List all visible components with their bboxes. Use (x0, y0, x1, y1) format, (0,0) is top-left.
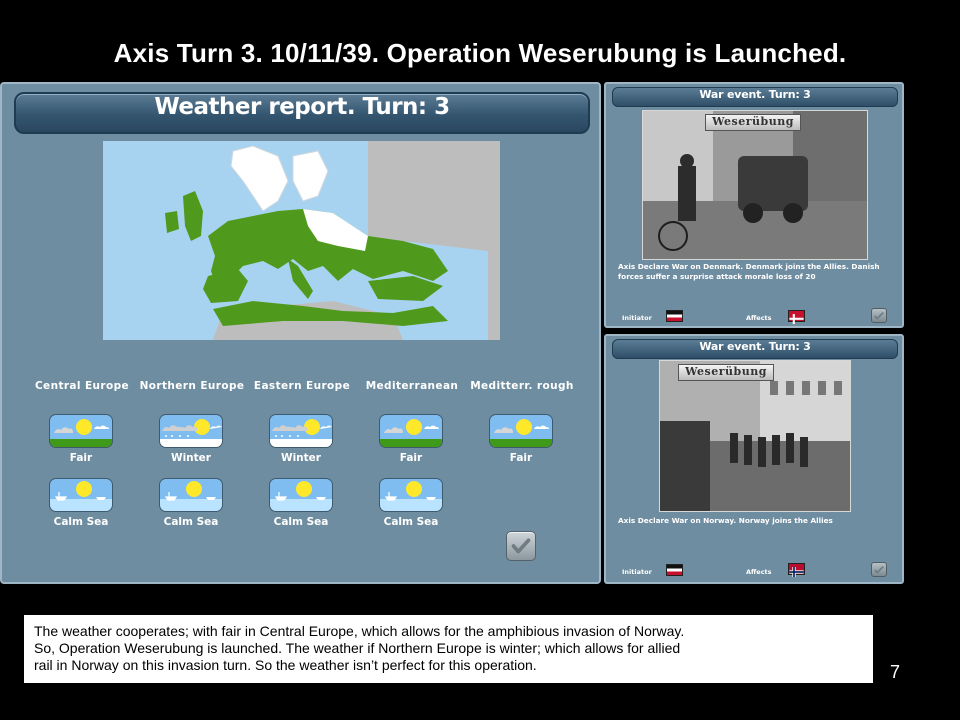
checkmark-icon (507, 532, 535, 560)
weather-label-northern-europe: Winter (171, 452, 211, 464)
caption-line: rail in Norway on this invasion turn. So the weather isn’t perfect for this operation. (34, 657, 537, 673)
weather-label-central-europe: Fair (69, 452, 93, 464)
fair-weather-icon (379, 414, 443, 448)
war-event-header: War event. Turn: 3 (612, 87, 898, 107)
europe-weather-map (103, 141, 500, 340)
affects-label: Affects (746, 568, 772, 576)
region-label-mediterranean: Mediterranean (365, 380, 459, 392)
caption-line: So, Operation Weserubung is launched. The weather if Northern Europe is winter; which allows for allied (34, 640, 681, 656)
initiator-label: Initiator (622, 314, 652, 322)
confirm-button[interactable] (871, 562, 887, 577)
photo-banner-weserubung: Weserübung (705, 114, 801, 131)
weather-label-mediterranean: Fair (399, 452, 423, 464)
fair-weather-icon (489, 414, 553, 448)
winter-weather-icon (159, 414, 223, 448)
region-label-eastern-europe: Eastern Europe (253, 380, 351, 392)
german-flag-icon (666, 564, 683, 576)
event-photo-denmark (642, 110, 868, 260)
sea-label-eastern-europe: Calm Sea (273, 516, 329, 528)
sea-label-mediterranean: Calm Sea (383, 516, 439, 528)
region-label-northern-europe: Northern Europe (139, 380, 245, 392)
event-photo-norway (659, 360, 851, 512)
winter-weather-icon (269, 414, 333, 448)
slide-number: 7 (890, 662, 901, 682)
weather-report-header: Weather report. Turn: 3 (14, 92, 590, 134)
weather-label-mediterranean-rough: Fair (509, 452, 533, 464)
photo-banner-weserubung: Weserübung (678, 364, 774, 381)
region-label-central-europe: Central Europe (34, 380, 130, 392)
calm-sea-icon (159, 478, 223, 512)
sea-label-northern-europe: Calm Sea (163, 516, 219, 528)
weather-report-panel (0, 82, 601, 584)
confirm-button[interactable] (506, 531, 536, 561)
caption-line: The weather cooperates; with fair in Central Europe, which allows for the amphibious invasion of Norway. (34, 623, 685, 639)
calm-sea-icon (49, 478, 113, 512)
checkmark-icon (872, 309, 886, 322)
slide-title: Axis Turn 3. 10/11/39. Operation Weserubung is Launched. (113, 38, 847, 68)
caption-box (24, 615, 873, 683)
confirm-button[interactable] (871, 308, 887, 323)
german-flag-icon (666, 310, 683, 322)
norwegian-flag-icon (788, 563, 805, 575)
checkmark-icon (872, 563, 886, 576)
calm-sea-icon (379, 478, 443, 512)
fair-weather-icon (49, 414, 113, 448)
weather-label-eastern-europe: Winter (281, 452, 321, 464)
affects-label: Affects (746, 314, 772, 322)
war-event-description: Axis Declare War on Norway. Norway joins the Allies (618, 516, 833, 525)
region-label-mediterranean-rough: Meditterr. rough (470, 380, 574, 392)
war-event-panel-norway (604, 334, 904, 584)
initiator-label: Initiator (622, 568, 652, 576)
war-event-description: Axis Declare War on Denmark. Denmark joins the Allies. Danish forces suffer a surprise attack morale loss of 20 (618, 262, 880, 281)
map-ireland (165, 211, 179, 233)
calm-sea-icon (269, 478, 333, 512)
sea-label-central-europe: Calm Sea (53, 516, 109, 528)
war-event-panel-denmark (604, 82, 904, 328)
danish-flag-icon (788, 310, 805, 322)
war-event-header: War event. Turn: 3 (612, 339, 898, 359)
